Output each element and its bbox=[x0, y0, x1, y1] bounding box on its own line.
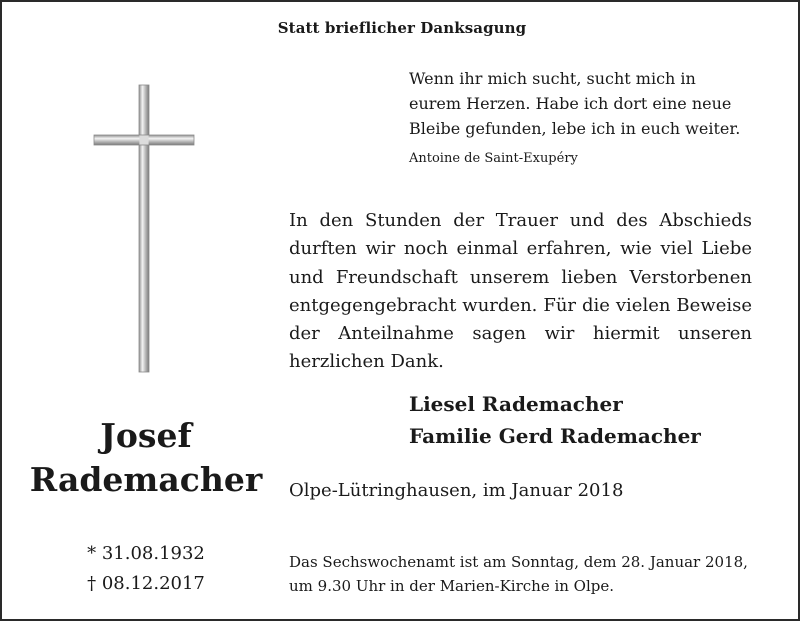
service-line: Das Sechswochenamt ist am Sonntag, dem 28. Januar 2018, bbox=[289, 553, 748, 571]
death-date: † 08.12.2017 bbox=[87, 573, 205, 594]
quote-line: eurem Herzen. Habe ich dort eine neue bbox=[409, 94, 732, 113]
service-notice bbox=[289, 550, 748, 598]
signer-name: Familie Gerd Rademacher bbox=[409, 424, 701, 448]
quote bbox=[409, 66, 769, 141]
quote-line: Bleibe gefunden, lebe ich in euch weiter. bbox=[409, 119, 741, 138]
birth-date: * 31.08.1932 bbox=[87, 543, 205, 564]
text-line: herzlichen Dank. bbox=[289, 351, 444, 373]
signers bbox=[409, 388, 701, 452]
cross-icon bbox=[92, 84, 196, 374]
first-name: Josef bbox=[100, 416, 192, 455]
quote-author: Antoine de Saint-Exupéry bbox=[409, 151, 578, 166]
text-line: durften wir noch einmal erfahren, wie viel Liebe bbox=[289, 238, 752, 260]
text-line: entgegengebracht wurden. Für die vielen Beweise bbox=[289, 294, 752, 316]
notice-header: Statt brieflicher Danksagung bbox=[277, 19, 527, 37]
life-dates bbox=[22, 539, 270, 599]
signer-name: Liesel Rademacher bbox=[409, 392, 623, 416]
deceased-name bbox=[22, 414, 270, 502]
place-date: Olpe-Lütringhausen, im Januar 2018 bbox=[289, 480, 624, 501]
thank-you-text bbox=[289, 207, 752, 377]
text-line: der Anteilnahme sagen wir hiermit unseren bbox=[289, 323, 752, 345]
quote-line: Wenn ihr mich sucht, sucht mich in bbox=[409, 69, 696, 88]
text-line: In den Stunden der Trauer und des Abschieds bbox=[289, 210, 752, 231]
last-name: Rademacher bbox=[29, 460, 263, 499]
text-line: und Freundschaft unserem lieben Verstorbenen bbox=[289, 266, 752, 288]
service-line: um 9.30 Uhr in der Marien-Kirche in Olpe. bbox=[289, 577, 615, 595]
